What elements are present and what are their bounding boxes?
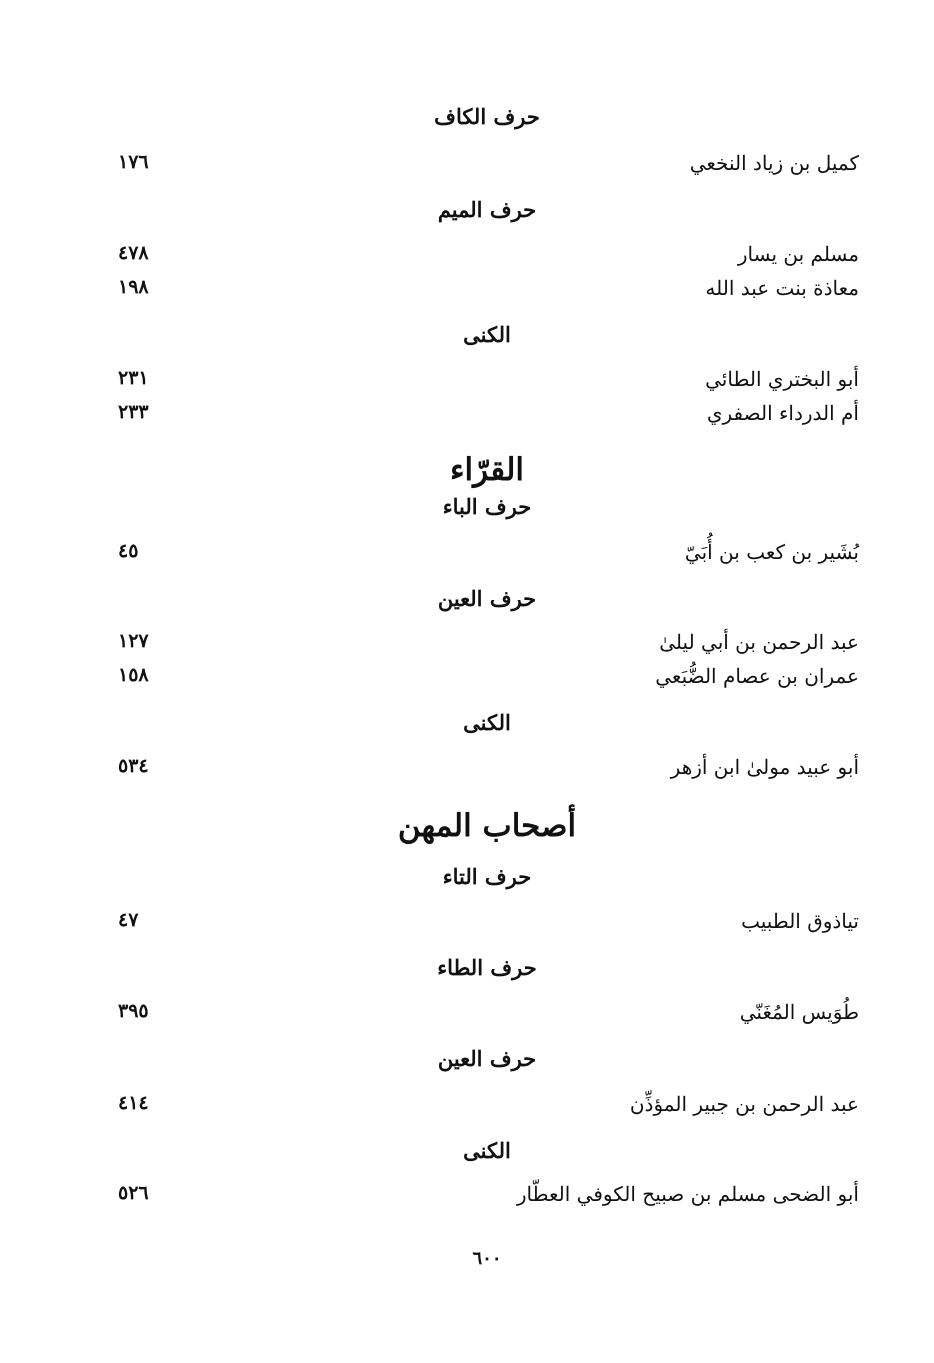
index-entry-name: أبو البختري الطائي bbox=[705, 367, 859, 391]
section-title-qurra: القرّاء bbox=[449, 452, 525, 488]
index-entry-page: ٤١٤ bbox=[118, 1092, 149, 1114]
index-entry-name: مسلم بن يسار bbox=[737, 242, 859, 266]
index-entry-page: ٣٩٥ bbox=[118, 1000, 149, 1022]
index-entry-page: ١٢٧ bbox=[118, 630, 149, 652]
index-entry-name: طُوَيس المُغَنّي bbox=[739, 1000, 859, 1024]
letter-heading-tta: حرف الطاء bbox=[437, 955, 537, 980]
index-entry-page: ٢٣١ bbox=[118, 367, 149, 389]
index-entry-name: تياذوق الطبيب bbox=[741, 909, 859, 933]
index-entry-page: ٥٣٤ bbox=[118, 755, 149, 777]
index-entry-name: معاذة بنت عبد الله bbox=[705, 276, 859, 300]
index-entry-page: ٤٧ bbox=[118, 909, 139, 931]
index-entry-name: عبد الرحمن بن أبي ليلىٰ bbox=[659, 630, 859, 654]
letter-heading-ba: حرف الباء bbox=[442, 494, 532, 519]
section-title-mihan: أصحاب المهن bbox=[397, 808, 577, 844]
index-entry-name: عبد الرحمن بن جبير المؤذِّن bbox=[629, 1092, 859, 1116]
letter-heading-mim: حرف الميم bbox=[437, 197, 537, 222]
index-entry-page: ٤٧٨ bbox=[118, 242, 149, 264]
index-entry-page: ٥٢٦ bbox=[118, 1182, 149, 1204]
index-entry-page: ١٩٨ bbox=[118, 276, 149, 298]
letter-heading-ayn: حرف العين bbox=[437, 586, 537, 611]
letter-heading-ayn: حرف العين bbox=[437, 1046, 537, 1071]
index-entry-name: بُشَير بن كعب بن أُبَيّ bbox=[684, 540, 859, 564]
page-number: ٦٠٠ bbox=[472, 1248, 502, 1269]
index-entry-name: كميل بن زياد النخعي bbox=[689, 151, 859, 175]
index-entry-page: ١٥٨ bbox=[118, 664, 149, 686]
index-entry-name: أبو عبيد مولىٰ ابن أزهر bbox=[670, 755, 859, 779]
kuna-heading: الكنى bbox=[463, 710, 511, 735]
kuna-heading: الكنى bbox=[463, 1138, 511, 1163]
index-entry-page: ٢٣٣ bbox=[118, 401, 149, 423]
index-entry-page: ١٧٦ bbox=[118, 151, 149, 173]
index-entry-page: ٤٥ bbox=[118, 540, 139, 562]
index-entry-name: أم الدرداء الصفري bbox=[706, 401, 859, 425]
index-entry-name: أبو الضحى مسلم بن صبيح الكوفي العطّار bbox=[516, 1182, 859, 1206]
letter-heading-ta: حرف التاء bbox=[442, 864, 532, 889]
index-entry-name: عمران بن عصام الضُّبَعي bbox=[655, 664, 859, 688]
kuna-heading: الكنى bbox=[463, 322, 511, 347]
letter-heading-kaf: حرف الكاف bbox=[434, 104, 540, 129]
